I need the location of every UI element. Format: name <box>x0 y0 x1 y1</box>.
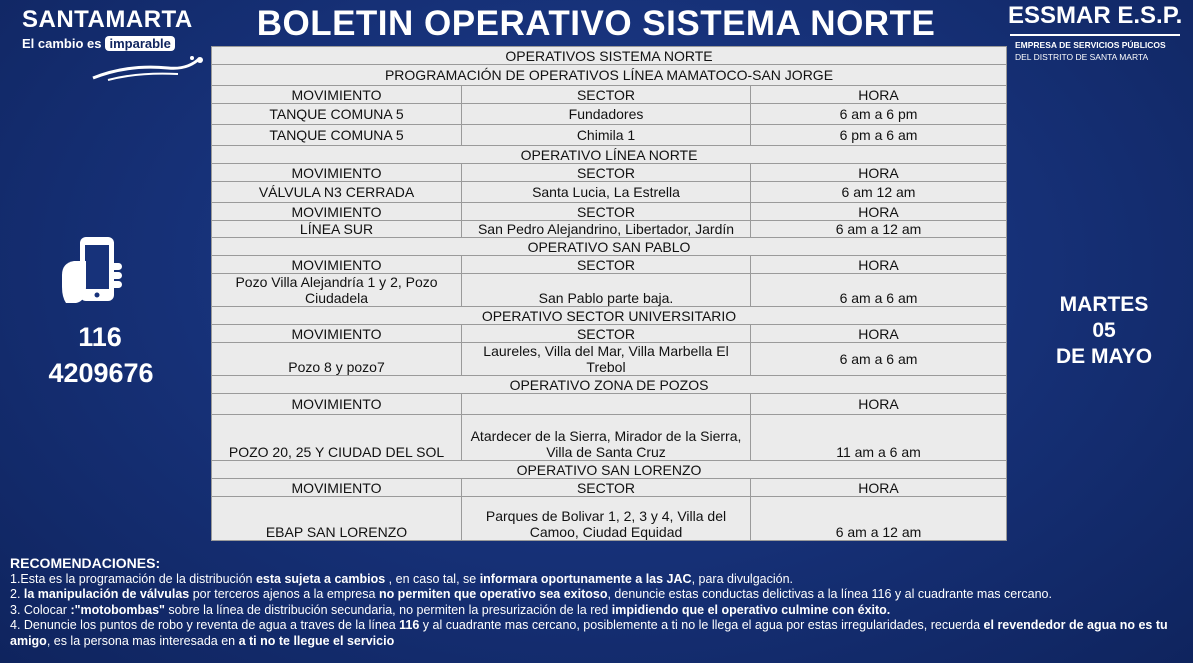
rec-text: por terceros ajenos a la empresa <box>189 587 379 601</box>
col-hora: HORA <box>751 86 1007 104</box>
cell-hora: 6 am a 12 am <box>751 221 1007 238</box>
cell-sector: Parques de Bolivar 1, 2, 3 y 4, Villa del Camoo, Ciudad Equidad <box>462 497 751 541</box>
date-weekday: MARTES <box>1059 293 1149 316</box>
cell-sector: Fundadores <box>462 104 751 125</box>
column-header-row <box>212 479 1007 497</box>
essmar-divider <box>1010 34 1180 36</box>
essmar-line1: EMPRESA DE SERVICIOS PÚBLICOS <box>1015 40 1166 50</box>
cell-sector: San Pedro Alejandrino, Libertador, Jardín <box>462 221 751 238</box>
rec-text: 1.Esta es la programación de la distribución <box>10 571 256 586</box>
rec-bold: informara oportunamente a las JAC <box>479 571 692 586</box>
section-title-row <box>212 65 1007 86</box>
section-title-row <box>212 238 1007 256</box>
phone-in-hand-icon <box>58 235 128 307</box>
section-title: PROGRAMACIÓN DE OPERATIVOS LÍNEA MAMATOCO-SAN JORGE <box>212 65 1007 86</box>
table-title-row <box>212 47 1007 65</box>
cell-hora: 6 am a 6 pm <box>751 104 1007 125</box>
column-header-row <box>212 256 1007 274</box>
contact-line2: 4209676 <box>48 358 154 388</box>
col-sector: SECTOR <box>462 325 751 343</box>
col-sector: SECTOR <box>462 203 751 221</box>
column-header-row <box>212 394 1007 415</box>
col-hora: HORA <box>751 325 1007 343</box>
section-title-row <box>212 376 1007 394</box>
santamarta-slogan <box>22 36 175 51</box>
col-sector: SECTOR <box>462 256 751 274</box>
cell-movimiento: LÍNEA SUR <box>212 221 462 238</box>
cell-sector: Santa Lucia, La Estrella <box>462 182 751 203</box>
col-hora: HORA <box>751 256 1007 274</box>
section-title-row <box>212 461 1007 479</box>
cell-hora: 11 am a 6 am <box>751 415 1007 461</box>
essmar-logo <box>1000 2 1190 72</box>
table-row <box>212 104 1007 125</box>
col-movimiento: MOVIMIENTO <box>212 325 462 343</box>
column-header-row <box>212 325 1007 343</box>
rec-text: , para divulgación. <box>691 571 794 586</box>
rec-text: 4. Denuncie los puntos de robo y reventa de agua a traves de la línea <box>10 618 400 632</box>
rec-bold: impidiendo que el operativo culmine con éxito. <box>611 602 891 617</box>
rec-bold: el revendedor de agua no es tu amigo <box>10 618 1168 648</box>
table-row <box>212 125 1007 146</box>
table-row <box>212 274 1007 307</box>
column-header-row <box>212 86 1007 104</box>
section-title: OPERATIVO LÍNEA NORTE <box>212 146 1007 164</box>
rec-text: y al cuadrante mas cercano, posiblemente a ti no le llega el agua por estas irregularidades, recuerda <box>419 618 984 632</box>
col-sector: SECTOR <box>462 164 751 182</box>
column-header-row <box>212 164 1007 182</box>
col-sector: SECTOR <box>462 86 751 104</box>
rec-bold: :"motobombas" <box>70 602 165 617</box>
section-title: OPERATIVO SECTOR UNIVERSITARIO <box>212 307 1007 325</box>
section-title-row <box>212 307 1007 325</box>
rec-text: 3. Colocar <box>10 602 71 617</box>
column-header-row <box>212 203 1007 221</box>
rec-bold: a ti no te llegue el servicio <box>238 633 395 648</box>
col-sector: SECTOR <box>462 479 751 497</box>
cell-movimiento: VÁLVULA N3 CERRADA <box>212 182 462 203</box>
col-movimiento: MOVIMIENTO <box>212 164 462 182</box>
col-movimiento: MOVIMIENTO <box>212 479 462 497</box>
section-title-row <box>212 146 1007 164</box>
rec-text: 2. <box>10 587 24 601</box>
recommendations <box>10 556 1185 649</box>
operations-table <box>211 46 1007 541</box>
col-movimiento: MOVIMIENTO <box>212 203 462 221</box>
col-movimiento: MOVIMIENTO <box>212 86 462 104</box>
table-row <box>212 343 1007 376</box>
cell-movimiento: TANQUE COMUNA 5 <box>212 104 462 125</box>
col-movimiento: MOVIMIENTO <box>212 256 462 274</box>
cell-sector: Atardecer de la Sierra, Mirador de la Sierra, Villa de Santa Cruz <box>462 415 751 461</box>
rec-text: , denuncie estas conductas delictivas a la línea 116 y al cuadrante mas cercano. <box>607 587 1052 601</box>
cell-movimiento: Pozo 8 y pozo7 <box>212 343 462 376</box>
swoosh-icon <box>88 54 208 82</box>
contact-line1: 116 <box>78 322 122 352</box>
col-movimiento: MOVIMIENTO <box>212 394 462 415</box>
cell-movimiento: TANQUE COMUNA 5 <box>212 125 462 146</box>
cell-movimiento: EBAP SAN LORENZO <box>212 497 462 541</box>
recommendation-2 <box>10 587 1185 603</box>
cell-hora: 6 am a 6 am <box>751 274 1007 307</box>
rec-bold: no permiten que operativo sea exitoso <box>378 587 608 601</box>
cell-sector: San Pablo parte baja. <box>462 274 751 307</box>
table-row <box>212 182 1007 203</box>
cell-sector: Chimila 1 <box>462 125 751 146</box>
rec-text: , es la persona mas interesada en <box>46 633 239 648</box>
essmar-brand: ESSMAR E.S.P. <box>1008 2 1183 29</box>
rec-text: , en caso tal, se <box>385 571 480 586</box>
recommendation-1 <box>10 572 1185 588</box>
cell-hora: 6 am 12 am <box>751 182 1007 203</box>
col-hora: HORA <box>751 164 1007 182</box>
recommendation-3 <box>10 603 1185 619</box>
rec-bold: 116 <box>399 618 420 632</box>
date-day: 05 <box>1092 319 1116 342</box>
cell-hora: 6 am a 12 am <box>751 497 1007 541</box>
santamarta-logo <box>8 4 208 84</box>
santamarta-brand: SANTAMARTA <box>22 6 193 33</box>
rec-bold: esta sujeta a cambios <box>255 571 386 586</box>
cell-hora: 6 pm a 6 am <box>751 125 1007 146</box>
table-row <box>212 497 1007 541</box>
slogan-highlight: imparable <box>105 36 174 51</box>
cell-sector: Laureles, Villa del Mar, Villa Marbella El Trebol <box>462 343 751 376</box>
page-title: BOLETIN OPERATIVO SISTEMA NORTE <box>256 4 936 43</box>
cell-movimiento: POZO 20, 25 Y CIUDAD DEL SOL <box>212 415 462 461</box>
essmar-line2: DEL DISTRITO DE SANTA MARTA <box>1015 52 1149 62</box>
table-row <box>212 415 1007 461</box>
col-hora: HORA <box>751 394 1007 415</box>
cell-hora: 6 am a 6 am <box>751 343 1007 376</box>
recommendations-title: RECOMENDACIONES: <box>10 555 161 571</box>
section-title: OPERATIVO ZONA DE POZOS <box>212 376 1007 394</box>
section-title: OPERATIVO SAN LORENZO <box>212 461 1007 479</box>
section-title: OPERATIVO SAN PABLO <box>212 238 1007 256</box>
recommendation-4 <box>10 618 1185 649</box>
rec-text: sobre la línea de distribución secundaria, no permiten la presurización de la red <box>164 602 612 617</box>
cell-movimiento: Pozo Villa Alejandría 1 y 2, Pozo Ciudadela <box>212 274 462 307</box>
table-row <box>212 221 1007 238</box>
col-sector-empty <box>462 394 751 415</box>
table-title: OPERATIVOS SISTEMA NORTE <box>212 47 1007 65</box>
rec-bold: la manipulación de válvulas <box>23 587 190 601</box>
col-hora: HORA <box>751 479 1007 497</box>
col-hora: HORA <box>751 203 1007 221</box>
date-month: DE MAYO <box>1055 345 1153 368</box>
date-block <box>1048 292 1160 370</box>
slogan-prefix: El cambio es <box>22 36 102 51</box>
